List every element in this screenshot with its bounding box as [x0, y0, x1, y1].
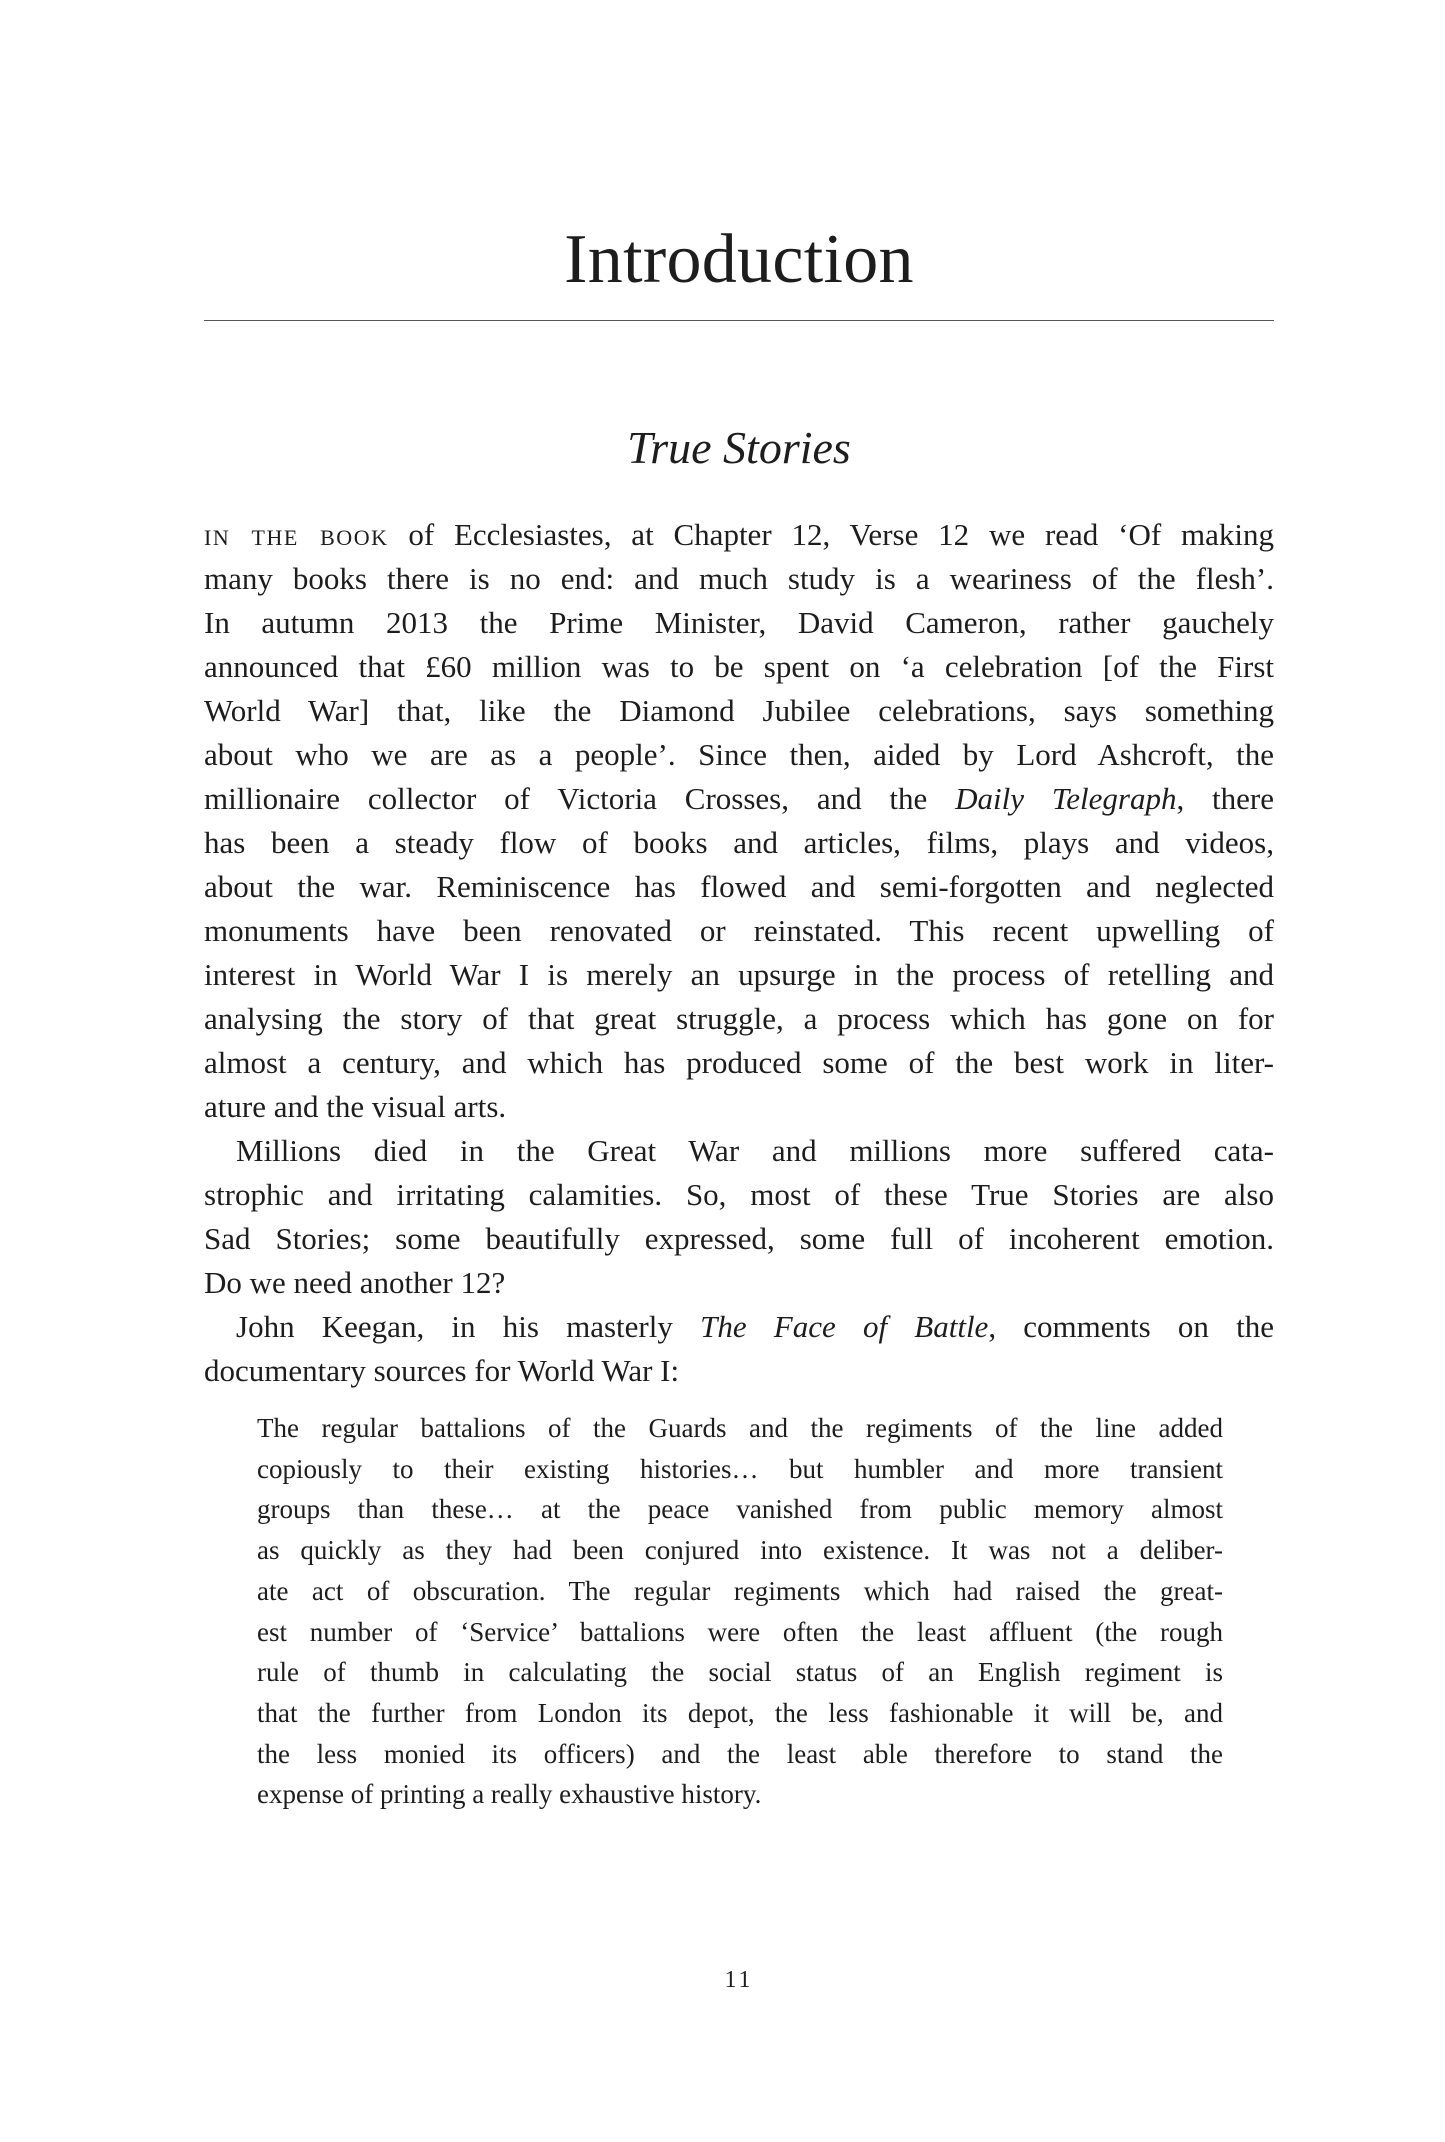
- paragraph: [204, 513, 1274, 1129]
- quote-line: expense of printing a really exhaustive history.: [257, 1779, 762, 1810]
- quote-line: est number of ‘Service’ battalions were often the least affluent (the rough: [257, 1616, 1223, 1647]
- block-quote: [257, 1408, 1223, 1815]
- text-line: has been a steady flow of books and articles, films, plays and videos,: [204, 825, 1274, 860]
- text-line: millionaire collector of Victoria Crosses, and the Daily Telegraph, there: [204, 781, 1274, 816]
- text-line: John Keegan, in his masterly The Face of Battle, comments on the: [236, 1309, 1275, 1344]
- page-number: 11: [724, 1967, 754, 1993]
- text-line: strophic and irritating calamities. So, most of these True Stories are also: [204, 1177, 1274, 1212]
- italic-title: The Face of Battle: [700, 1309, 989, 1344]
- title-divider: [204, 320, 1274, 321]
- quote-line: the less monied its officers) and the least able therefore to stand the: [257, 1738, 1223, 1769]
- text-line: analysing the story of that great struggle, a process which has gone on for: [204, 1001, 1274, 1036]
- text-line: monuments have been renovated or reinstated. This recent upwelling of: [204, 913, 1274, 948]
- chapter-title: Introduction: [564, 221, 914, 298]
- text-line: almost a century, and which has produced some of the best work in liter-: [204, 1045, 1274, 1080]
- paragraph: [204, 1129, 1274, 1305]
- text-line: Sad Stories; some beautifully expressed, some full of incoherent emotion.: [204, 1221, 1274, 1256]
- quote-line: as quickly as they had been conjured into existence. It was not a deliber-: [257, 1535, 1223, 1566]
- italic-title: Daily Telegraph: [955, 781, 1177, 816]
- text-line: documentary sources for World War I:: [204, 1353, 680, 1388]
- quote-line: copiously to their existing histories… but humbler and more transient: [257, 1453, 1223, 1484]
- quote-line: groups than these… at the peace vanished from public memory almost: [257, 1494, 1223, 1525]
- section-title: True Stories: [627, 422, 851, 473]
- text-line: interest in World War I is merely an upsurge in the process of retelling and: [204, 957, 1274, 992]
- text-line: Do we need another 12?: [204, 1265, 506, 1300]
- text-line: about the war. Reminiscence has flowed and semi-forgotten and neglected: [204, 869, 1274, 904]
- quote-line: that the further from London its depot, the less fashionable it will be, and: [257, 1697, 1223, 1728]
- quote-line: ate act of obscuration. The regular regiments which had raised the great-: [257, 1575, 1223, 1606]
- body-text: [204, 513, 1274, 1393]
- text-line: In autumn 2013 the Prime Minister, David Cameron, rather gauchely: [204, 605, 1274, 640]
- text-line: many books there is no end: and much study is a weariness of the flesh’.: [204, 561, 1274, 596]
- text-line: ature and the visual arts.: [204, 1089, 507, 1124]
- text-line: Millions died in the Great War and millions more suffered cata-: [236, 1133, 1274, 1168]
- paragraph: [204, 1305, 1274, 1393]
- text-line: in the book of Ecclesiastes, at Chapter 12, Verse 12 we read ‘Of making: [204, 517, 1274, 552]
- text-line: World War] that, like the Diamond Jubilee celebrations, says something: [204, 693, 1274, 728]
- text-line: about who we are as a people’. Since then, aided by Lord Ashcroft, the: [204, 737, 1274, 772]
- lead-in-smallcaps: in the book: [204, 517, 389, 552]
- text-line: announced that £60 million was to be spent on ‘a celebration [of the First: [204, 649, 1274, 684]
- quote-line: rule of thumb in calculating the social status of an English regiment is: [257, 1657, 1223, 1688]
- quote-line: The regular battalions of the Guards and the regiments of the line added: [257, 1413, 1223, 1443]
